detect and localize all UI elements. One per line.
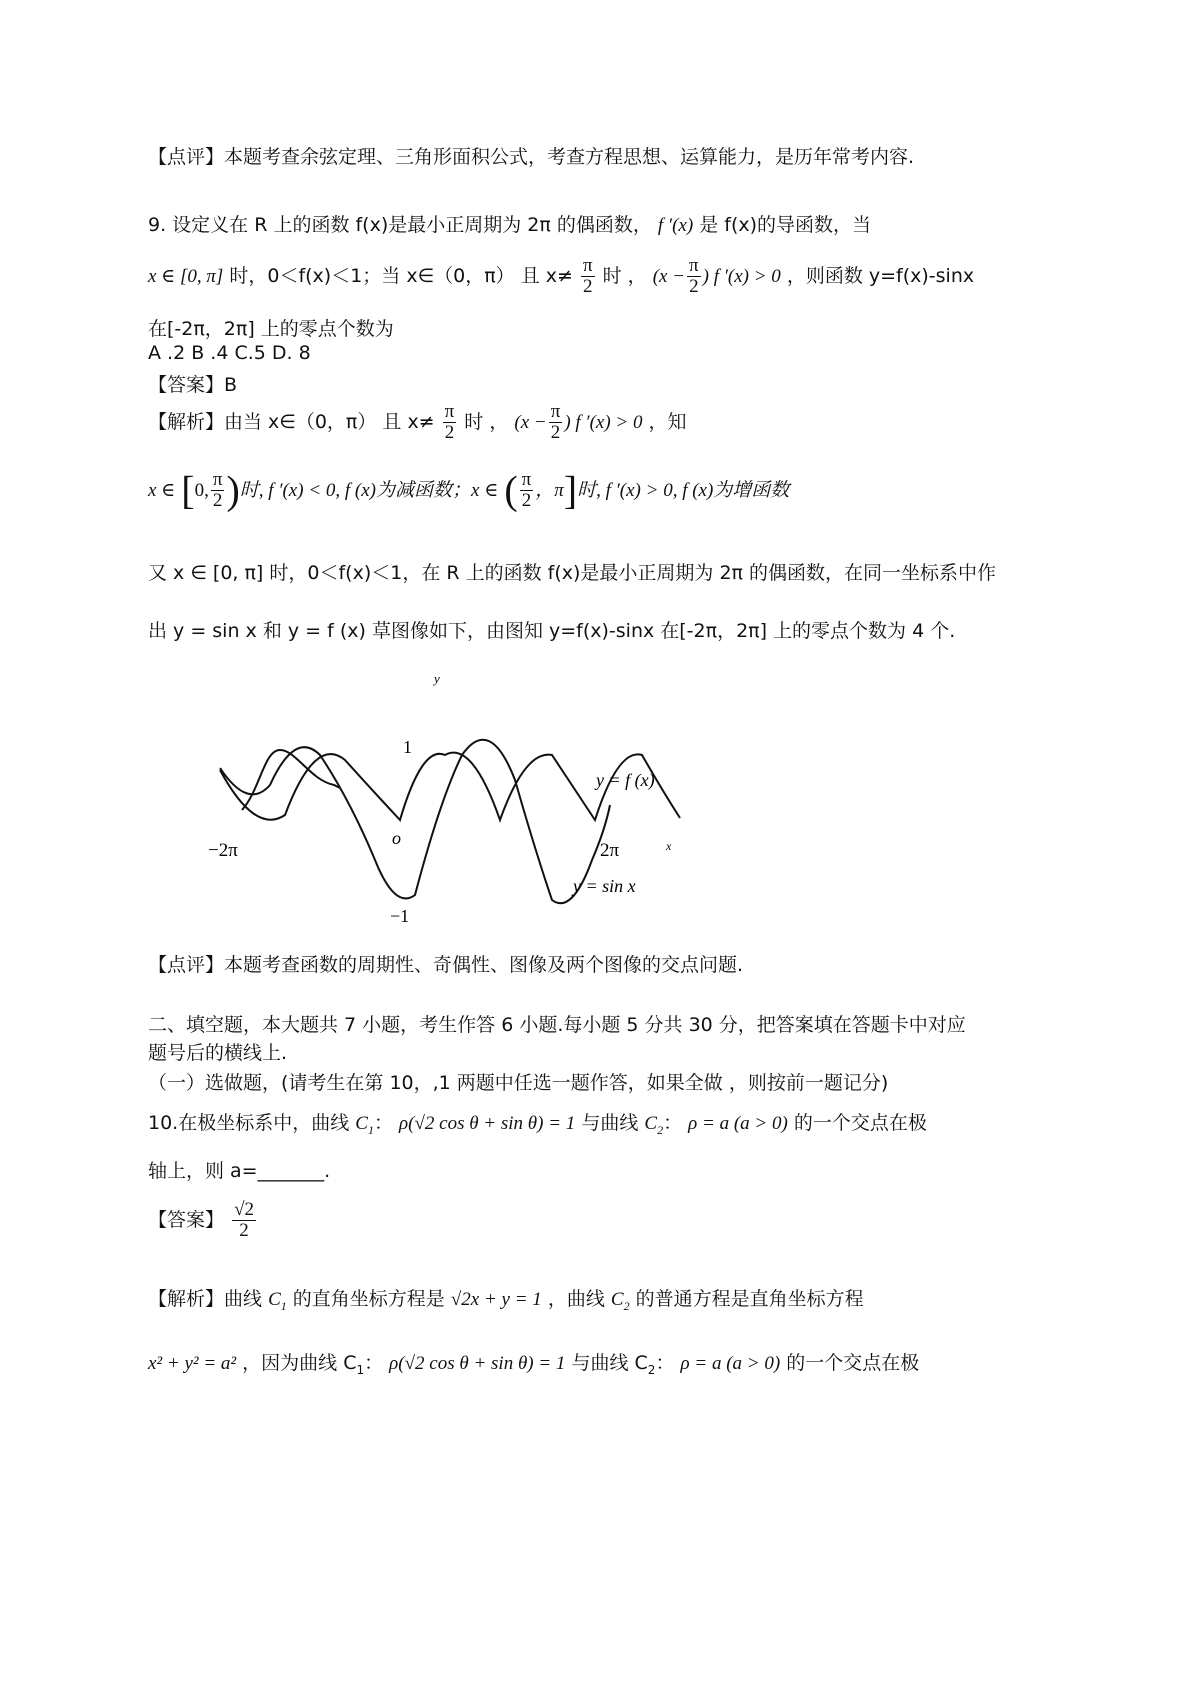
q10-text: 的一个交点在极 (793, 1112, 927, 1134)
q10-text: ： (364, 1352, 384, 1374)
q9-options: A .2 B .4 C.5 D. 8 (148, 342, 311, 364)
q9-line2-text-b: 时 ， (602, 264, 647, 287)
section2-line3: （一）选做题，(请考生在第 10，,1 两题中任选一题作答，如果全做 ，则按前一题记分) (148, 1072, 889, 1094)
q10-equation: ρ(√2 cos θ + sin θ) = 1 (389, 1353, 566, 1374)
q9-line2 (148, 256, 974, 297)
q10-equation: ρ = a (a > 0) (680, 1353, 781, 1374)
label-neg-2pi: −2π (208, 840, 238, 861)
q9-line2-text-a: 时，0＜f(x)＜1；当 x∈（0，π） 且 x≠ (229, 264, 573, 287)
q10-text: 的普通方程是直角坐标方程 (635, 1288, 864, 1310)
label-2pi: 2π (600, 840, 620, 861)
pi-over-2: $\frac{\pi}{2}$ (212, 469, 223, 511)
sin-curve (220, 740, 610, 903)
y-axis-label: y (434, 671, 440, 686)
pi-over-2: $\frac{\pi}{2}$ (689, 255, 699, 297)
q10-analysis-line2 (148, 1348, 919, 1377)
analysis-math: 0, (194, 479, 209, 501)
q9-line3: 在[-2π，2π] 上的零点个数为 (148, 318, 394, 340)
label-curve-sin: y = sin x (573, 876, 636, 896)
q10-text: 的一个交点在极 (786, 1352, 920, 1374)
analysis-text: ，知 (648, 410, 687, 433)
q10-text: ： (655, 1352, 675, 1374)
q10-text: ： (663, 1112, 683, 1134)
comment-text: 【点评】本题考查余弦定理、三角形面积公式，考查方程思想、运算能力，是历年常考内容. (148, 146, 915, 168)
label-neg-one: −1 (390, 906, 410, 926)
q10-line2: 轴上，则 a=_______. (148, 1160, 331, 1182)
pi-over-2: $\frac{\pi}{2}$ (550, 401, 561, 443)
label-origin: o (392, 828, 401, 848)
q10-analysis-line1 (148, 1284, 864, 1314)
analysis-math: ，π (535, 479, 564, 501)
q9-answer: 【答案】B (148, 374, 238, 396)
analysis-math: x ∈ (148, 479, 176, 501)
q10-answer (148, 1200, 258, 1241)
q10-equation: ρ = a (a > 0) (688, 1113, 788, 1134)
pi-over-2: $\frac{\pi}{2}$ (582, 255, 593, 297)
answer-label: 【答案】 (148, 1208, 225, 1231)
analysis-math: 时, f ′(x) < 0, f (x)为减函数；x ∈ (239, 479, 499, 501)
q10-equation: x² + y² = a² (148, 1353, 237, 1374)
bracket-left: [ (181, 467, 195, 513)
q9-analysis-line1 (148, 402, 687, 443)
q9-derivative: f ′(x) (657, 215, 694, 236)
q9-analysis-line3: 又 x ∈ [0, π] 时，0＜f(x)＜1，在 R 上的函数 f(x)是最小正周期为 2π 的偶函数，在同一坐标系中作 (148, 562, 997, 584)
q10-text: 10.在极坐标系中，曲线 (148, 1112, 350, 1134)
label-curve-f: y = f (x) (596, 770, 655, 790)
q10-text: 与曲线 C (571, 1352, 648, 1374)
function-graph (200, 660, 720, 960)
q9-line1 (148, 210, 871, 237)
cond-left: (x − (652, 265, 686, 287)
q10-text: 与曲线 (581, 1112, 639, 1134)
comment2-text: 【点评】本题考查函数的周期性、奇偶性、图像及两个图像的交点问题. (148, 954, 744, 976)
analysis-math: 时, f ′(x) > 0, f (x)为增函数 (577, 479, 790, 501)
q9-analysis-line2 (148, 467, 790, 513)
x-axis-label: x (666, 839, 672, 853)
q9-line1-text-a: 9. 设定义在 R 上的函数 f(x)是最小正周期为 2π 的偶函数， (148, 214, 652, 236)
bracket-right: ] (563, 467, 578, 513)
pi-over-2: $\frac{\pi}{2}$ (521, 469, 532, 511)
q10-line1 (148, 1108, 927, 1138)
analysis-text: 【解析】由当 x∈（0，π） 且 x≠ (148, 410, 435, 433)
q9-line1-text-b: 是 f(x)的导函数，当 (699, 214, 872, 236)
label-one: 1 (403, 737, 412, 757)
q10-text: 【解析】曲线 (148, 1288, 263, 1310)
subscript: 2 (647, 1362, 656, 1377)
cond-right: ) f ′(x) > 0 (564, 411, 643, 433)
q9-line2-text-c: ，则函数 y=f(x)-sinx (786, 264, 975, 287)
cond-right: ) f ′(x) > 0 (702, 265, 781, 287)
q10-text: ，因为曲线 C (242, 1352, 357, 1374)
curve-c1: $C_1$ (268, 1289, 287, 1313)
bracket-right: ) (226, 467, 240, 513)
section2-line2: 题号后的横线上. (148, 1042, 288, 1064)
q9-analysis-line4: 出 y = sin x 和 y = f (x) 草图像如下，由图知 y=f(x)-sinx 在[-2π，2π] 上的零点个数为 4 个. (148, 620, 956, 642)
q9-interval: x ∈ [0, π] (148, 265, 224, 287)
section2-line1: 二、填空题，本大题共 7 小题，考生作答 6 小题.每小题 5 分共 30 分，把答案填在答题卡中对应 (148, 1014, 966, 1036)
q10-text: 的直角坐标方程是 (292, 1288, 445, 1310)
q10-equation: ρ(√2 cos θ + sin θ) = 1 (399, 1113, 576, 1134)
subscript: 1 (356, 1362, 365, 1377)
bracket-left: ( (504, 467, 518, 513)
cond-left: (x − (514, 411, 547, 433)
q10-text: ，曲线 (547, 1288, 605, 1310)
curve-c1: $C_1$ (355, 1113, 374, 1137)
pi-over-2: $\frac{\pi}{2}$ (444, 401, 455, 443)
curve-c2: $C_2$ (610, 1289, 630, 1313)
q10-equation: √2x + y = 1 (450, 1289, 542, 1310)
answer-fraction: $\frac{√2}{2}$ (234, 1199, 254, 1241)
q10-text: ： (373, 1112, 393, 1134)
curve-c2: $C_2$ (644, 1113, 664, 1137)
analysis-text: 时 ， (464, 410, 509, 433)
